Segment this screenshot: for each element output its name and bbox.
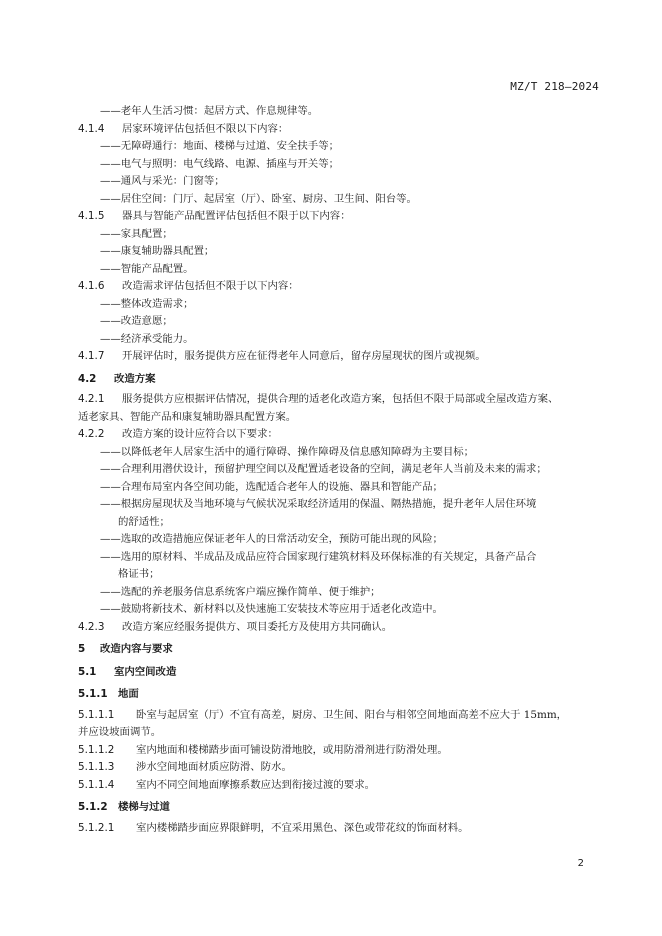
clause [78, 707, 604, 725]
section-heading [78, 664, 604, 682]
subsection-heading [78, 686, 604, 704]
list-item [78, 103, 604, 121]
list-item [78, 601, 604, 619]
clause [78, 208, 604, 226]
paragraph-text: 适老家具、智能产品和康复辅助器具配置方案。 [78, 410, 297, 423]
list-item-text: 格证书； [118, 568, 160, 580]
list-item-text: ——智能产品配置。 [100, 262, 194, 275]
chapter-title: 改造内容与要求 [100, 643, 173, 655]
clause-number: 5.1.1.2 [78, 743, 115, 756]
clause-number: 5.1.1.1 [78, 708, 115, 721]
list-item-text: ——整体改造需求； [100, 297, 194, 310]
list-item-text: ——合理利用潜伏设计，预留护理空间以及配置适老设备的空间，满足老年人当前及未来的需求； [100, 463, 547, 475]
clause-number: 5.1.1.4 [78, 778, 115, 791]
clause-number: 4.2.2 [78, 428, 105, 440]
list-item [78, 138, 604, 156]
clause-text: 居家环境评估包括但不限以下内容： [122, 122, 289, 135]
clause-number: 5.1.1.3 [78, 761, 115, 773]
clause-text: 室内地面和楼梯踏步面可铺设防滑地胶，或用防滑剂进行防滑处理。 [136, 743, 448, 756]
clause-text: 开展评估时，服务提供方应在征得老年人同意后，留存房屋现状的图片或视频。 [122, 350, 486, 362]
clause [78, 278, 604, 296]
clause [78, 619, 604, 637]
list-item-text: ——无障碍通行：地面、楼梯与过道、安全扶手等； [100, 140, 339, 152]
chapter-heading [78, 641, 604, 659]
clause-text: 器具与智能产品配置评估包括但不限于以下内容： [122, 210, 351, 222]
list-item-text: 的舒适性； [118, 515, 170, 528]
clause [78, 759, 604, 777]
paragraph-text: 并应设坡面调节。 [78, 726, 162, 738]
list-item [78, 261, 604, 279]
list-item [78, 296, 604, 314]
clause-text: 服务提供方应根据评估情况，提供合理的适老化改造方案，包括但不限于局部或全屋改造方案、 [122, 393, 559, 405]
list-item-text: ——老年人生活习惯：起居方式、作息规律等。 [100, 105, 319, 117]
subsection-number: 5.1.2 [78, 801, 108, 813]
list-item [78, 313, 604, 331]
list-item-text: ——康复辅助器具配置； [100, 245, 215, 257]
document-body [78, 103, 604, 837]
clause-text: 室内楼梯踏步面应界限鲜明，不宜采用黑色、深色或带花纹的饰面材料。 [136, 821, 469, 834]
clause [78, 121, 604, 139]
paragraph-continuation [78, 724, 604, 742]
list-item-text: ——改造意愿； [100, 315, 173, 327]
clause-number: 4.2.3 [78, 620, 105, 633]
subsection-number: 5.1.1 [78, 688, 108, 700]
clause-number: 4.1.7 [78, 350, 105, 362]
list-item-text: ——电气与照明：电气线路、电源、插座与开关等； [100, 157, 339, 170]
list-item-text: ——合理布局室内各空间功能，选配适合老年人的设施、器具和智能产品； [100, 480, 443, 493]
clause-text: 改造方案的设计应符合以下要求： [122, 428, 278, 440]
paragraph-continuation [78, 409, 604, 427]
document-code: MZ/T 218—2024 [510, 80, 599, 93]
clause-text: 改造方案应经服务提供方、项目委托方及使用方共同确认。 [122, 620, 393, 633]
list-item [78, 531, 604, 549]
list-item [78, 549, 604, 567]
clause [78, 426, 604, 444]
clause-number: 4.1.4 [78, 122, 105, 135]
subsection-title: 地面 [118, 688, 139, 700]
list-item-text: ——鼓励将新技术、新材料以及快速施工安装技术等应用于适老化改造中。 [100, 603, 443, 615]
list-item [78, 173, 604, 191]
clause-text: 涉水空间地面材质应防滑、防水。 [136, 761, 292, 773]
list-item [78, 226, 604, 244]
clause-text: 改造需求评估包括但不限于以下内容： [122, 280, 299, 292]
list-item [78, 584, 604, 602]
list-item-text: ——经济承受能力。 [100, 332, 194, 345]
list-item-text: ——家具配置； [100, 227, 173, 240]
section-title: 改造方案 [114, 372, 156, 385]
clause-text: 室内不同空间地面摩擦系数应达到衔接过渡的要求。 [136, 778, 375, 791]
clause-text: 卧室与起居室（厅）不宜有高差，厨房、卫生间、阳台与相邻空间地面高差不应大于 15mm， [136, 708, 568, 721]
chapter-number: 5 [78, 643, 86, 655]
list-item [78, 243, 604, 261]
clause-number: 4.1.5 [78, 210, 105, 222]
list-item-text: ——选用的原材料、半成品及成品应符合国家现行建筑材料及环保标准的有关规定，具备产品合 [100, 550, 537, 563]
subsection-title: 楼梯与过道 [118, 801, 170, 813]
clause [78, 391, 604, 409]
section-heading [78, 371, 604, 389]
list-item-continuation [78, 566, 604, 584]
list-item [78, 156, 604, 174]
clause [78, 742, 604, 760]
list-item-text: ——以降低老年人居家生活中的通行障碍、操作障碍及信息感知障碍为主要目标； [100, 445, 475, 458]
list-item [78, 191, 604, 209]
subsection-heading [78, 799, 604, 817]
list-item [78, 461, 604, 479]
clause-number: 5.1.2.1 [78, 821, 115, 834]
list-item-text: ——居住空间：门厅、起居室（厅）、卧室、厨房、卫生间、阳台等。 [100, 192, 417, 205]
clause [78, 348, 604, 366]
list-item [78, 479, 604, 497]
clause [78, 777, 604, 795]
section-title: 室内空间改造 [114, 665, 177, 678]
list-item-text: ——选取的改造措施应保证老年人的日常活动安全，预防可能出现的风险； [100, 533, 443, 545]
page-number: 2 [577, 858, 584, 869]
list-item-text: ——通风与采光：门窗等； [100, 175, 225, 187]
section-number: 4.2 [78, 372, 97, 385]
list-item [78, 496, 604, 514]
list-item-continuation [78, 514, 604, 532]
clause-number: 4.2.1 [78, 393, 105, 405]
list-item-text: ——根据房屋现状及当地环境与气候状况采取经济适用的保温、隔热措施，提升老年人居住环境 [100, 498, 537, 510]
clause [78, 820, 604, 838]
section-number: 5.1 [78, 665, 97, 678]
list-item [78, 331, 604, 349]
clause-number: 4.1.6 [78, 280, 105, 292]
list-item [78, 444, 604, 462]
list-item-text: ——选配的养老服务信息系统客户端应操作简单、便于维护； [100, 585, 381, 598]
